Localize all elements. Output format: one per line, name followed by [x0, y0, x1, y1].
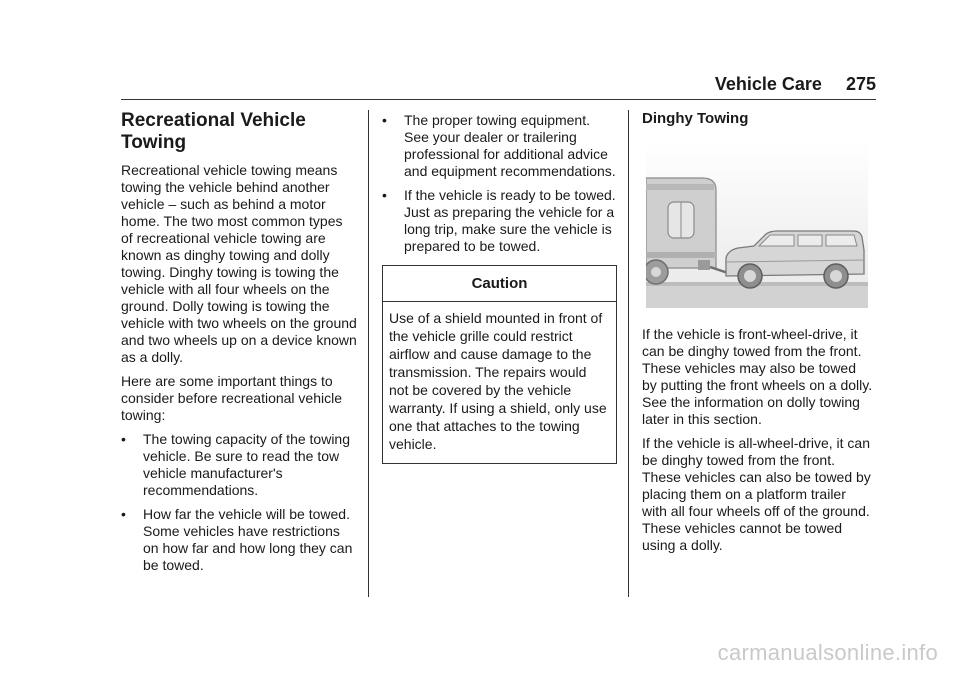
- list-item: • How far the vehicle will be towed. Some vehicles have restrictions on how far and how long they can be towed.: [121, 506, 353, 573]
- dinghy-towing-illustration: [646, 140, 868, 308]
- list-item: • If the vehicle is ready to be towed. Just as preparing the vehicle for a long trip, make sure the vehicle is prepared to be towed.: [382, 187, 616, 254]
- column-2: [382, 112, 617, 464]
- header-rule: [121, 99, 876, 100]
- column-1: [121, 110, 357, 581]
- column-3: [642, 110, 874, 561]
- section-title: Vehicle Care: [714, 74, 822, 94]
- watermark-text: carmanualsonline.info: [717, 640, 938, 665]
- bullet-icon: •: [121, 506, 126, 522]
- subsection-heading: Dinghy Towing: [642, 110, 749, 127]
- caution-box: [382, 265, 617, 464]
- column-divider-1: [368, 110, 369, 597]
- caution-text: Use of a shield mounted in front of the vehicle grille could restrict airflow and cause damage to the transmission. The repairs would not be covered by the vehicle warranty. If using a shield, only use one that attaches to the towing vehicle.: [389, 310, 607, 452]
- awd-paragraph: If the vehicle is all-wheel-drive, it can be dinghy towed from the front. These vehicles can also be towed by placing them on a platform trailer with all four wheels off of the ground. These vehicles cannot be towed using a dolly.: [642, 435, 871, 553]
- consider-paragraph: Here are some important things to consider before recreational vehicle towing:: [121, 373, 343, 423]
- fwd-paragraph: If the vehicle is front-wheel-drive, it can be dinghy towed from the front. These vehicles may also be towed by putting the front wheels on a dolly. See the information on dolly towing later in this section.: [642, 326, 873, 427]
- column-divider-2: [628, 110, 629, 597]
- bullet-icon: •: [382, 112, 387, 128]
- list-item: • The proper towing equipment. See your dealer or trailering professional for additional advice and equipment recommendations.: [382, 112, 616, 179]
- caution-title: Caution: [383, 266, 616, 302]
- section-heading: Recreational Vehicle Towing: [121, 110, 306, 153]
- bullet-icon: •: [382, 187, 387, 203]
- intro-paragraph: Recreational vehicle towing means towing the vehicle behind another vehicle – such as behind a motor home. The two most common types of recreational vehicle towing are known as dinghy towing and dolly towing. Dinghy towing is towing the vehicle with all four wheels on the ground. Dolly towing is towing the vehicle with two wheels on the ground and two wheels up on a device known as a dolly.: [121, 162, 357, 365]
- page-number: 275: [845, 74, 876, 94]
- bullet-icon: •: [121, 431, 126, 447]
- list-item: • The towing capacity of the towing vehicle. Be sure to read the tow vehicle manufacturer's recommendations.: [121, 431, 351, 498]
- page-header: [715, 74, 876, 95]
